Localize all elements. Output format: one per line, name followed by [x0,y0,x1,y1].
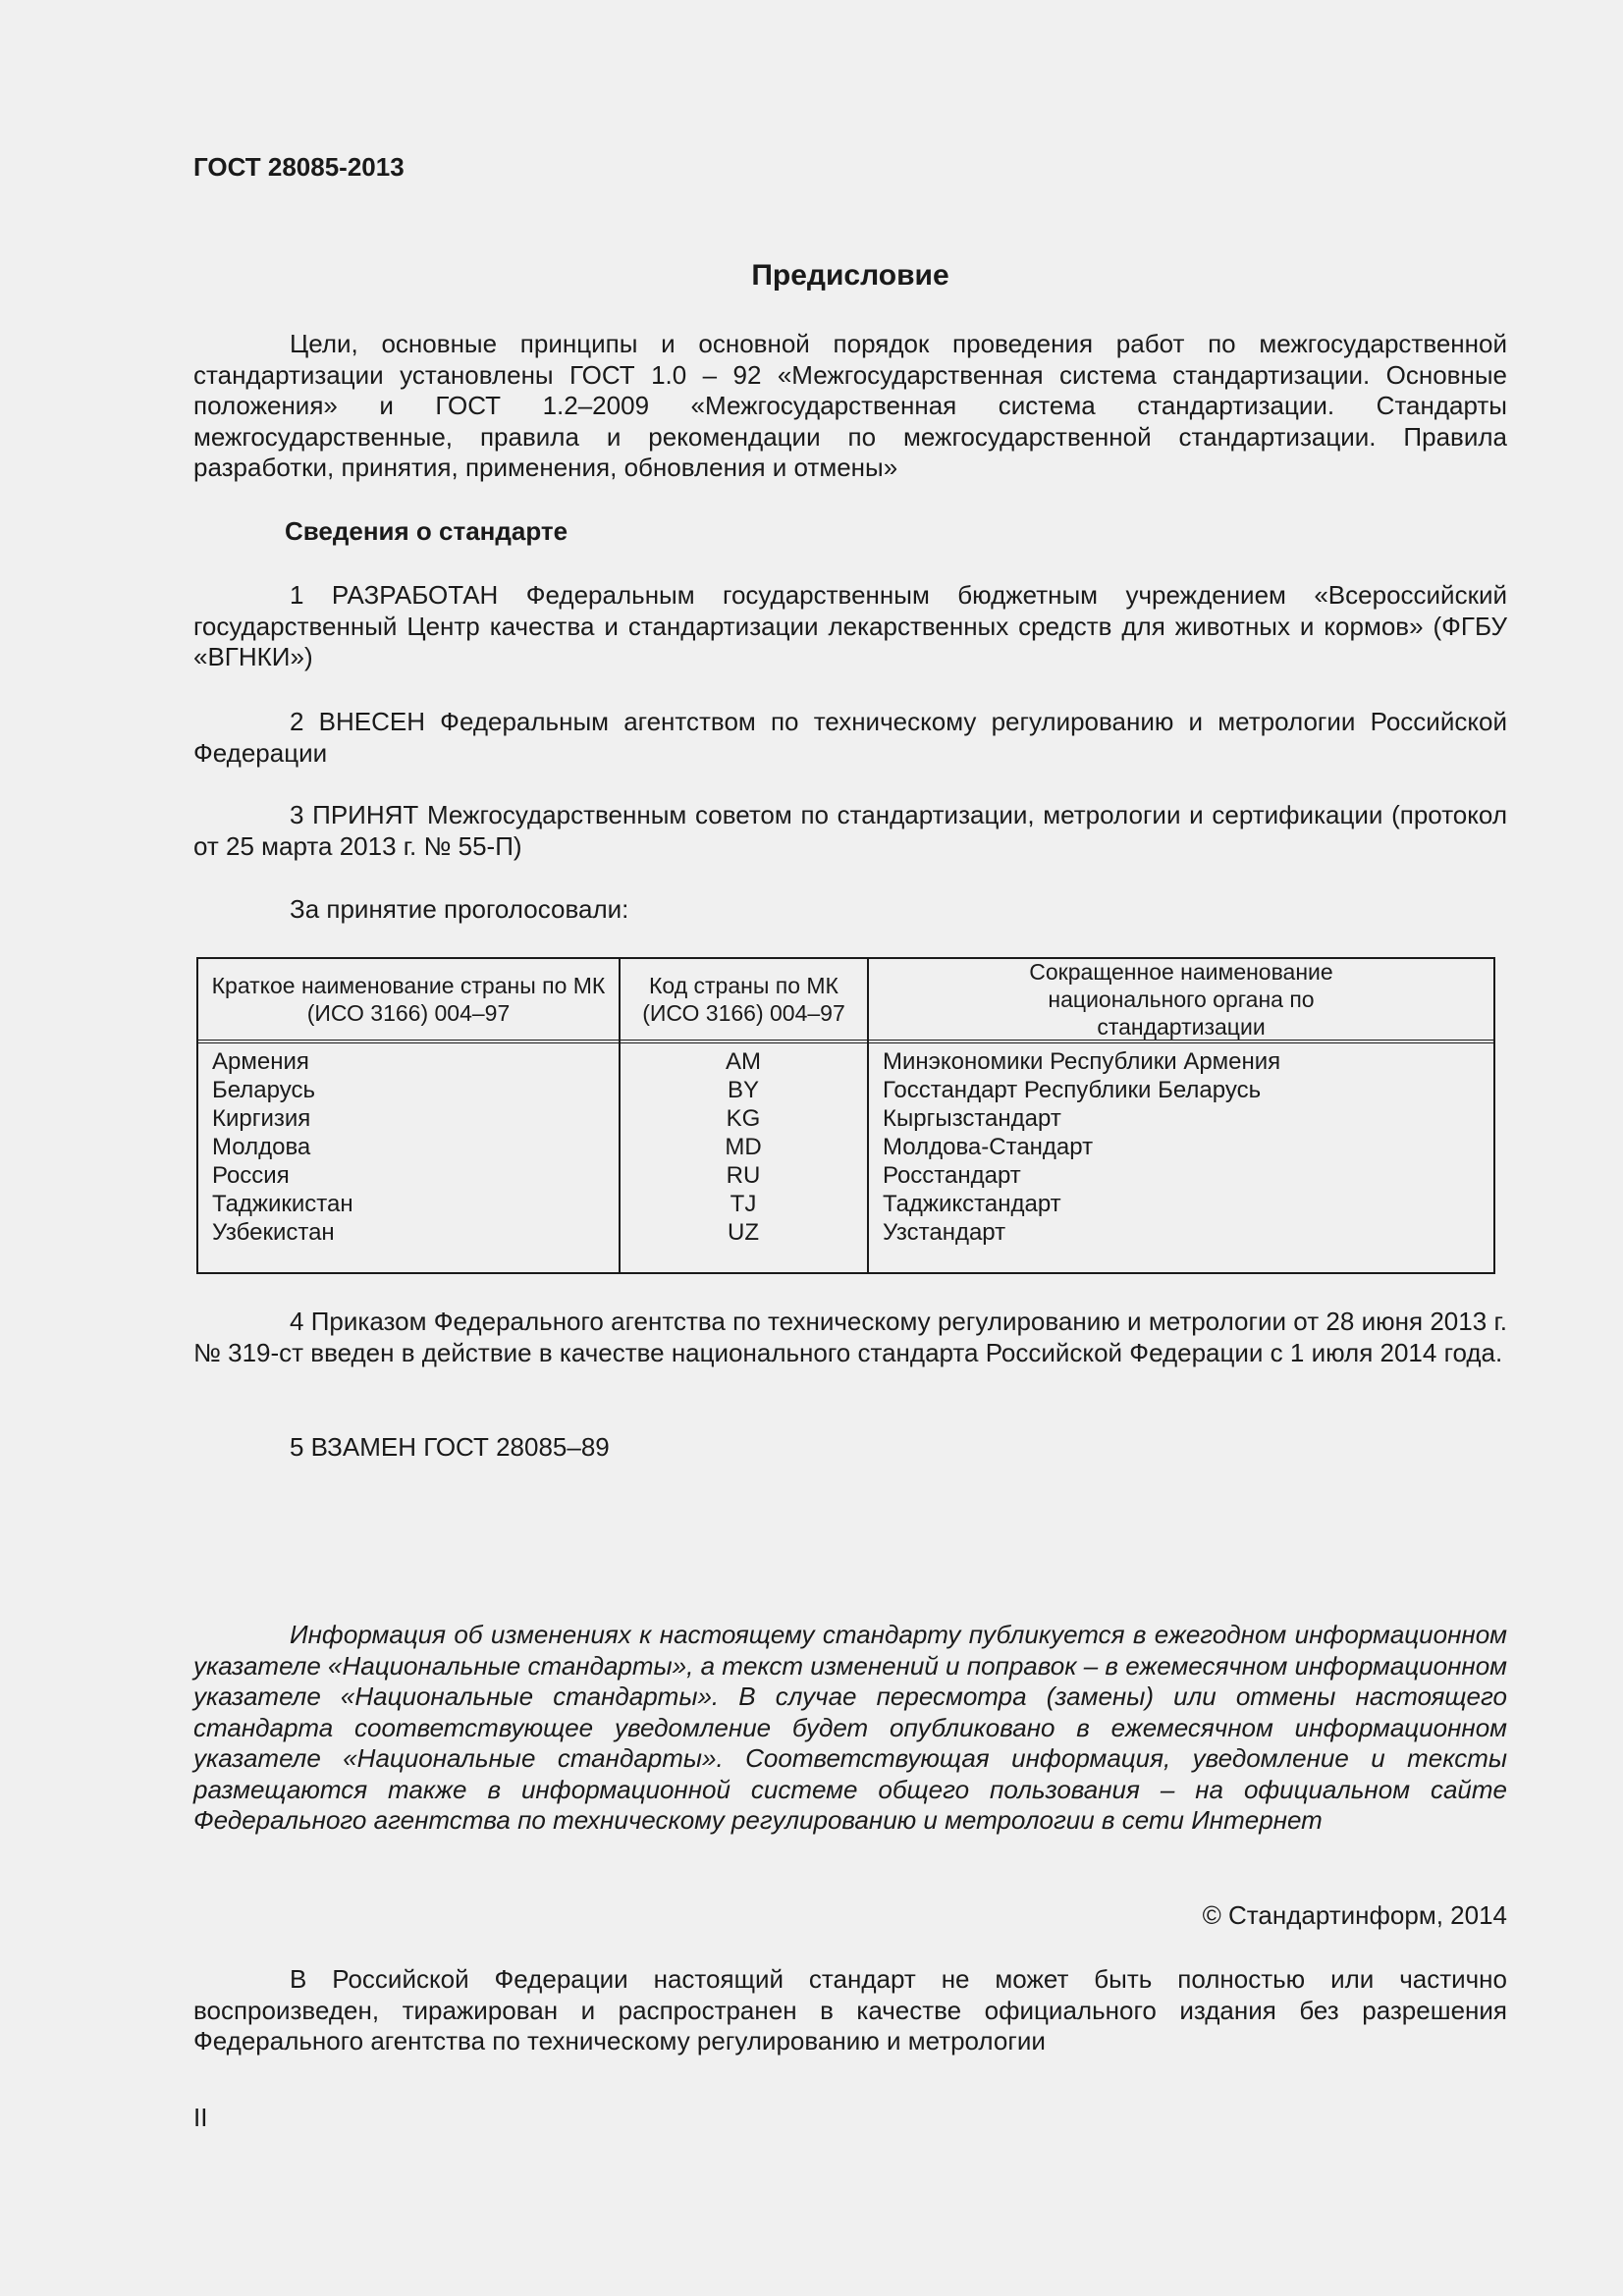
header-body: Сокращенное наименование национального органа по стандартизации [1029,959,1333,1040]
table-cell: Россия [212,1162,290,1189]
table-cell: Кыргызстандарт [883,1105,1061,1132]
column-body [883,1047,1491,1247]
item-submitted: 2 ВНЕСЕН Федеральным агентством по техническому регулированию и метрологии Российской Федерации [193,707,1507,768]
item-replaces: 5 ВЗАМЕН ГОСТ 28085–89 [290,1432,610,1462]
page-number: II [193,2103,208,2132]
table-cell: BY [727,1077,759,1103]
table-cell: Киргизия [212,1105,311,1132]
table-cell: TJ [730,1191,757,1217]
table-cell: UZ [728,1219,759,1246]
rights-paragraph: В Российской Федерации настоящий стандарт не может быть полностью или частично воспроизведен, тиражирован и распространен в качестве официального издания без разрешения Федерального агентства по техническому регулированию и метрологии [193,1964,1507,2056]
table-cell: Армения [212,1048,309,1075]
changes-notice: Информация об изменениях к настоящему стандарту публикуется в ежегодном информационном указателе «Национальные стандарты», а текст изменений и поправок – в ежемесячном информационном указателе «Национальные стандарты». В случае пересмотра (замены) или отмены настоящего стандарта соответствующее уведомление будет опубликовано в ежемесячном информационном указателе «Национальные стандарты». Соответствующая информация, уведомление и тексты размещаются также в информационной системе общего пользования – на официальном сайте Федерального агентства по техническому регулированию и метрологии в сети Интернет [193,1620,1507,1835]
document-code: ГОСТ 28085-2013 [193,152,405,182]
section-heading: Сведения о стандарте [285,516,568,546]
table-cell: Таджикстандарт [883,1191,1061,1217]
copyright: © Стандартинформ, 2014 [1202,1900,1507,1930]
table-cell: MD [725,1134,762,1160]
table-cell: Минэкономики Республики Армения [883,1048,1281,1075]
voted-label: За принятие проголосовали: [290,894,629,924]
voting-table [196,957,1495,1274]
table-cell: KG [726,1105,761,1132]
item-order: 4 Приказом Федерального агентства по техническому регулированию и метрологии от 28 июня 2013 г. № 319-ст введен в действие в качестве национального стандарта Российской Федерации с 1 июля 2014 года. [193,1307,1507,1367]
table-cell: AM [726,1048,761,1075]
table-cell: Молдова-Стандарт [883,1134,1094,1160]
table-cell: Молдова [212,1134,311,1160]
item-adopted: 3 ПРИНЯТ Межгосударственным советом по стандартизации, метрологии и сертификации (протокол от 25 марта 2013 г. № 55-П) [193,800,1507,861]
table-cell: Госстандарт Республики Беларусь [883,1077,1262,1103]
item-developed: 1 РАЗРАБОТАН Федеральным государственным бюджетным учреждением «Всероссийский государственный Центр качества и стандартизации лекарственных средств для животных и кормов» (ФГБУ «ВГНКИ») [193,580,1507,671]
table-cell: Росстандарт [883,1162,1021,1189]
column-country [212,1047,615,1247]
table-cell: RU [726,1162,761,1189]
table-cell: Узстандарт [883,1219,1006,1246]
header-country: Краткое наименование страны по МК (ИСО 3166) 004–97 [211,973,606,1026]
intro-paragraph: Цели, основные принципы и основной порядок проведения работ по межгосударственной стандартизации установлены ГОСТ 1.0 – 92 «Межгосударственная система стандартизации. Основные положения» и ГОСТ 1.2–2009 «Межгосударственная система стандартизации. Стандарты межгосударственные, правила и рекомендации по межгосударственной стандартизации. Правила разработки, принятия, применения, обновления и отмены» [193,329,1507,482]
column-code [621,1047,866,1247]
table-cell: Таджикистан [212,1191,353,1217]
table-cell: Беларусь [212,1077,315,1103]
table-cell: Узбекистан [212,1219,335,1246]
header-code: Код страны по МК (ИСО 3166) 004–97 [642,973,845,1026]
page-title: Предисловие [751,259,949,292]
